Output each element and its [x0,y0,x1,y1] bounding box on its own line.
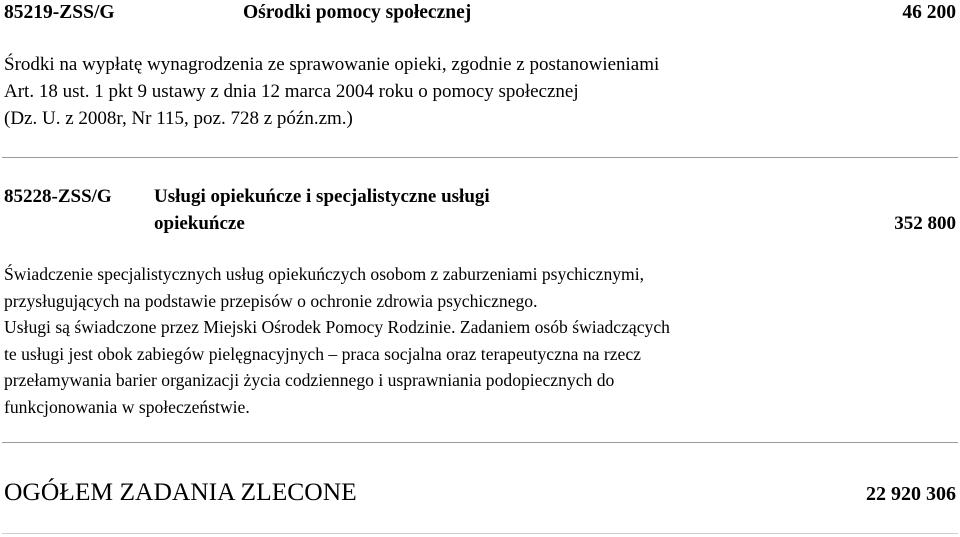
divider-3 [2,533,958,534]
section1-line-1: Środki na wypłatę wynagrodzenia ze sprawowanie opieki, zgodnie z postanowieniami [4,54,660,75]
divider-2 [2,442,958,443]
section2-line-5: przełamywania barier organizacji życia codziennego i usprawniania podopiecznych do [4,370,615,391]
section2-line-2: przysługujących na podstawie przepisów o ochronie zdrowia psychicznego. [4,290,538,311]
section2-line-3: Usługi są świadczone przez Miejski Ośrodek Pomocy Rodzinie. Zadaniem osób świadczących [4,317,670,338]
section1-title: Ośrodki pomocy społecznej [243,2,472,23]
section2-description [4,261,670,421]
section2-line-1: Świadczenie specjalistycznych usług opiekuńczych osobom z zaburzeniami psychicznymi, [4,264,645,284]
total-label: OGÓŁEM ZADANIA ZLECONE [4,477,357,506]
section1-description [4,51,659,132]
section1-amount: 46 200 [902,2,956,23]
section2-amount: 352 800 [894,213,956,234]
section2-title-line-2: opiekuńcze [154,213,245,234]
section2-line-4: te usługi jest obok zabiegów pielęgnacyjnych – praca socjalna oraz terapeutyczna na rzecz [4,343,641,364]
section1-line-3: (Dz. U. z 2008r, Nr 115, poz. 728 z późn.zm.) [4,108,353,129]
divider-1 [2,157,958,158]
section2-line-6: funkcjonowania w społeczeństwie. [4,396,250,417]
section1-line-2: Art. 18 ust. 1 pkt 9 ustawy z dnia 12 marca 2004 roku o pomocy społecznej [4,81,579,102]
section2-title-line-1: Usługi opiekuńcze i specjalistyczne usługi [154,186,490,207]
section2-code: 85228-ZSS/G [4,186,112,207]
total-amount: 22 920 306 [866,483,956,505]
section1-code: 85219-ZSS/G [4,2,115,23]
